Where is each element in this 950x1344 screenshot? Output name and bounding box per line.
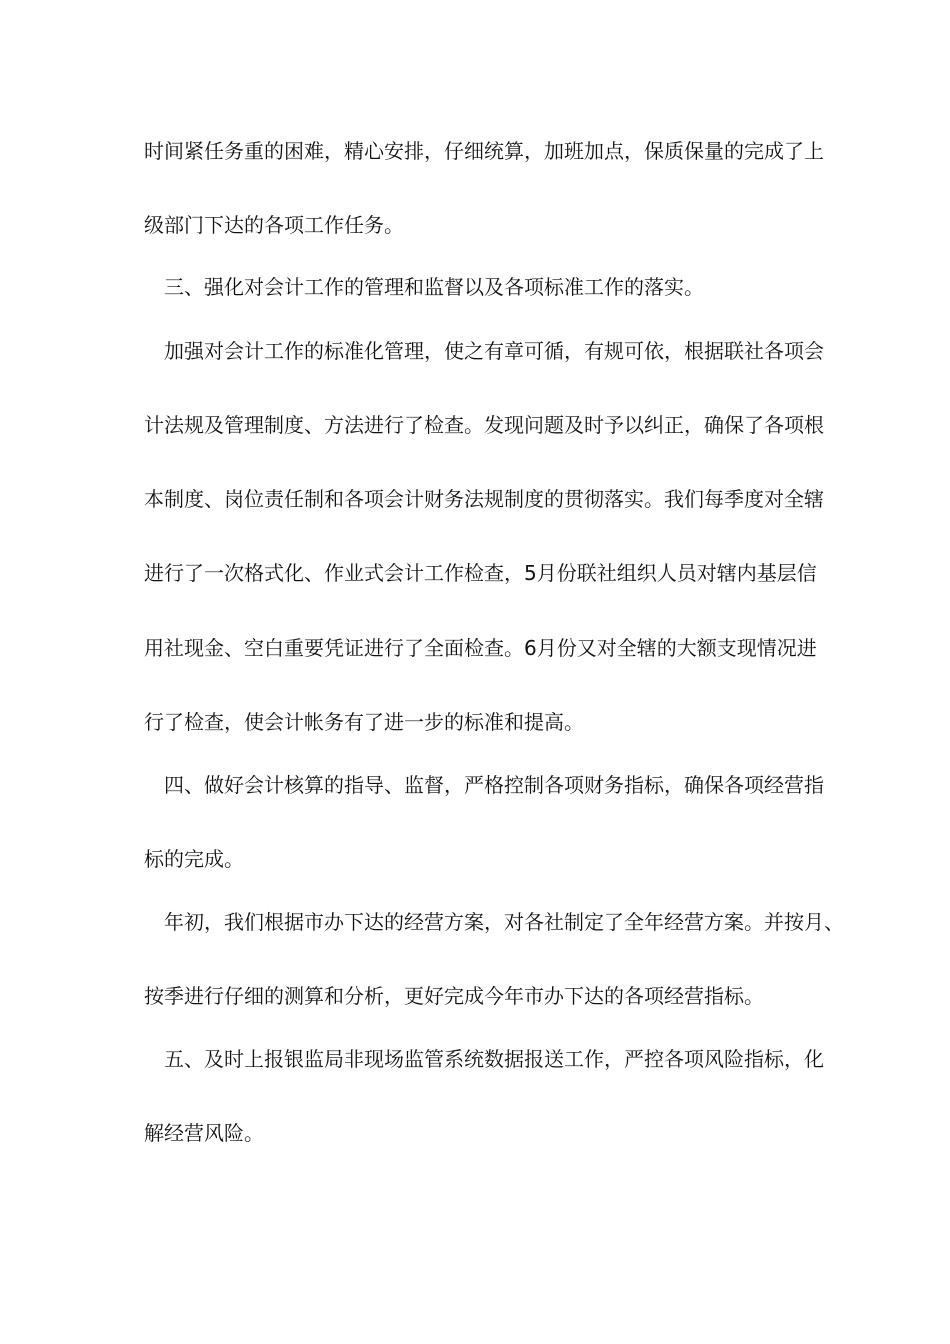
text-line: 用社现金、空白重要凭证进行了全面检查。6月份又对全辖的大额支现情况进 — [144, 636, 817, 660]
text-line: 解经营风险。 — [144, 1121, 264, 1145]
section-heading: 五、及时上报银监局非现场监管系统数据报送工作，严控各项风险指标，化 — [164, 1047, 824, 1071]
text-line: 计法规及管理制度、方法进行了检查。发现问题及时予以纠正，确保了各项根 — [144, 413, 824, 437]
text-line: 级部门下达的各项工作任务。 — [144, 213, 404, 237]
text-line: 本制度、岗位责任制和各项会计财务法规制度的贯彻落实。我们每季度对全辖 — [144, 487, 824, 511]
text-line: 按季进行仔细的测算和分析，更好完成今年市办下达的各项经营指标。 — [144, 984, 764, 1008]
section-heading: 三、强化对会计工作的管理和监督以及各项标准工作的落实。 — [164, 275, 704, 299]
text-line: 行了检查，使会计帐务有了进一步的标准和提高。 — [144, 710, 584, 734]
text-line: 时间紧任务重的困难，精心安排，仔细统算，加班加点，保质保量的完成了上 — [144, 139, 824, 163]
text-line: 标的完成。 — [144, 847, 244, 871]
section-heading: 四、做好会计核算的指导、监督，严格控制各项财务指标，确保各项经营指 — [164, 773, 824, 797]
text-line: 进行了一次格式化、作业式会计工作检查，5月份联社组织人员对辖内基层信 — [144, 561, 817, 585]
text-line: 年初，我们根据市办下达的经营方案，对各社制定了全年经营方案。并按月、 — [164, 910, 844, 934]
text-line: 加强对会计工作的标准化管理，使之有章可循，有规可依，根据联社各项会 — [164, 339, 824, 363]
